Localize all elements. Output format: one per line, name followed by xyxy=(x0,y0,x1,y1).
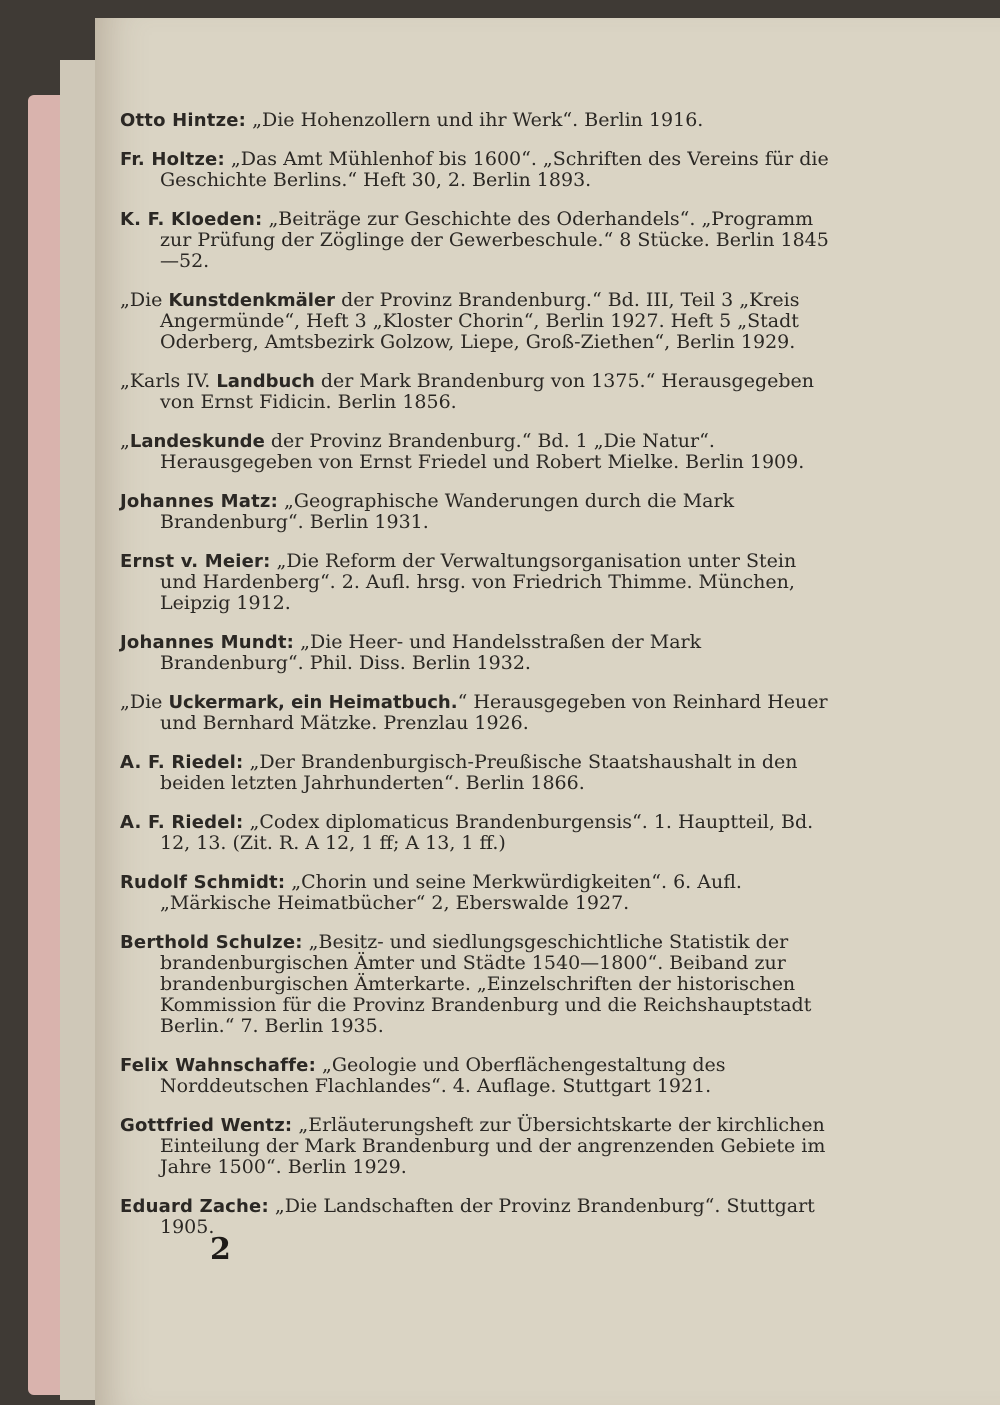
entry-text: der Provinz Brandenburg.“ Bd. 1 „Die Natur“. Herausgegeben von Ernst Friedel und Robert Mielke. Berlin 1909. xyxy=(160,430,805,473)
entry-prefix: „Die xyxy=(120,691,169,713)
bibliography-entry xyxy=(120,491,830,533)
bibliography-entry xyxy=(120,812,830,854)
bibliography-entry xyxy=(120,209,830,272)
title-keyword: Kunstdenkmäler xyxy=(168,290,336,311)
bibliography-entry xyxy=(120,290,830,353)
entry-text: der Mark Brandenburg von 1375.“ Herausgegeben von Ernst Fidicin. Berlin 1856. xyxy=(160,370,814,413)
entry-text: „Der Brandenburgisch-Preußische Staatshaushalt in den beiden letzten Jahrhunderten“. Berlin 1866. xyxy=(160,751,798,794)
bibliography-list xyxy=(120,110,830,1256)
bibliography-entry xyxy=(120,431,830,473)
entry-text: „Das Amt Mühlenhof bis 1600“. „Schriften des Vereins für die Geschichte Berlins.“ Heft 30, 2. Berlin 1893. xyxy=(160,148,829,191)
bibliography-entry xyxy=(120,1115,830,1178)
entry-text: „Die Hohenzollern und ihr Werk“. Berlin 1916. xyxy=(246,109,704,131)
entry-prefix: „ xyxy=(120,430,130,452)
title-keyword: Uckermark, ein Heimatbuch. xyxy=(168,692,458,713)
author-name: K. F. Kloeden: xyxy=(120,209,263,230)
page-number: 2 xyxy=(210,1232,231,1267)
author-name: Eduard Zache: xyxy=(120,1196,269,1217)
entry-text: „Die Reform der Verwaltungsorganisation unter Stein und Hardenberg“. 2. Aufl. hrsg. von Friedrich Thimme. München, Leipzig 1912. xyxy=(160,550,797,614)
entry-text: „Chorin und seine Merkwürdigkeiten“. 6. Aufl. „Märkische Heimatbücher“ 2, Eberswalde 1927. xyxy=(160,871,742,914)
author-name: Ernst v. Meier: xyxy=(120,551,271,572)
author-name: A. F. Riedel: xyxy=(120,752,244,773)
author-name: Berthold Schulze: xyxy=(120,932,303,953)
entry-text: “ Herausgegeben von Reinhard Heuer und Bernhard Mätzke. Prenzlau 1926. xyxy=(160,691,828,734)
entry-text: der Provinz Brandenburg.“ Bd. III, Teil 3 „Kreis Angermünde“, Heft 3 „Kloster Chorin“, Berlin 1927. Heft 5 „Stadt Oderberg, Amtsbezirk Golzow, Liepe, Groß-Ziethen“, Berlin 1929. xyxy=(160,289,800,353)
bibliography-entry xyxy=(120,632,830,674)
author-name: Fr. Holtze: xyxy=(120,149,225,170)
author-name: A. F. Riedel: xyxy=(120,812,244,833)
bibliography-entry xyxy=(120,149,830,191)
author-name: Johannes Matz: xyxy=(120,491,278,512)
author-name: Rudolf Schmidt: xyxy=(120,872,286,893)
entry-text: „Geographische Wanderungen durch die Mark Brandenburg“. Berlin 1931. xyxy=(160,490,735,533)
title-keyword: Landbuch xyxy=(216,371,315,392)
author-name: Otto Hintze: xyxy=(120,110,247,131)
bibliography-entry xyxy=(120,1055,830,1097)
entry-text: „Beiträge zur Geschichte des Oderhandels“. „Programm zur Prüfung der Zöglinge der Gewerbeschule.“ 8 Stücke. Berlin 1845—52. xyxy=(160,208,829,272)
bibliography-entry xyxy=(120,932,830,1037)
bibliography-entry xyxy=(120,551,830,614)
bibliography-entry xyxy=(120,872,830,914)
entry-prefix: „Die xyxy=(120,289,169,311)
author-name: Johannes Mundt: xyxy=(120,632,295,653)
bibliography-entry xyxy=(120,110,830,131)
entry-prefix: „Karls IV. xyxy=(120,370,217,392)
title-keyword: Landeskunde xyxy=(129,431,265,452)
entry-text: „Die Heer- und Handelsstraßen der Mark Brandenburg“. Phil. Diss. Berlin 1932. xyxy=(160,631,702,674)
entry-text: „Erläuterungsheft zur Übersichtskarte der kirchlichen Einteilung der Mark Brandenburg und der angrenzenden Gebiete im Jahre 1500“. Berlin 1929. xyxy=(160,1114,826,1178)
entry-text: „Codex diplomaticus Brandenburgensis“. 1. Hauptteil, Bd. 12, 13. (Zit. R. A 12, 1 ff; A 13, 1 ff.) xyxy=(160,811,814,854)
entry-text: „Besitz- und siedlungsgeschichtliche Statistik der brandenburgischen Ämter und Städte 1540—1800“. Beiband zur brandenburgischen Ämterkarte. „Einzelschriften der historischen Kommission für die Provinz Brandenburg und die Reichshauptstadt Berlin.“ 7. Berlin 1935. xyxy=(160,931,812,1037)
bibliography-entry xyxy=(120,752,830,794)
bibliography-entry xyxy=(120,371,830,413)
entry-text: „Geologie und Oberflächengestaltung des Norddeutschen Flachlandes“. 4. Auflage. Stuttgart 1921. xyxy=(160,1054,726,1097)
author-name: Felix Wahnschaffe: xyxy=(120,1055,316,1076)
author-name: Gottfried Wentz: xyxy=(120,1115,293,1136)
bibliography-entry xyxy=(120,692,830,734)
entry-text: „Die Landschaften der Provinz Brandenburg“. Stuttgart 1905. xyxy=(160,1195,815,1238)
